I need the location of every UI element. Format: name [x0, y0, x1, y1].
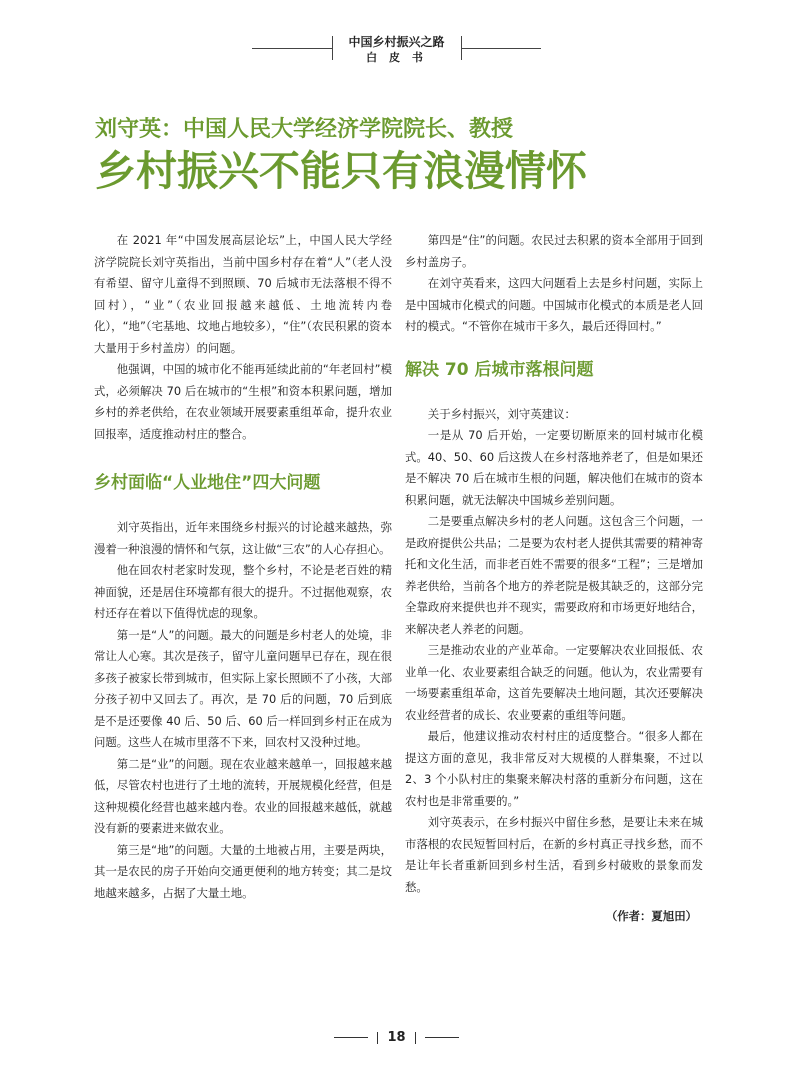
- page-number: 18: [387, 1030, 406, 1045]
- footer-tick-left: [377, 1032, 378, 1044]
- header-bar-left: [332, 36, 333, 60]
- footer-rule-left: [334, 1037, 368, 1038]
- article-headline: 乡村振兴不能只有浪漫情怀: [95, 147, 587, 195]
- footer-tick-right: [415, 1032, 416, 1044]
- page-footer: [0, 1030, 793, 1045]
- author-credit: （作者：夏旭田）: [605, 909, 697, 923]
- paragraph: 他强调，中国的城市化不能再延续此前的“年老回村”模式，必须解决 70 后在城市的“生根”和资本积累问题，增加乡村的养老供给，在农业领域开展要素重组革命，提升农业回报率，适度推动村庄的整合。: [94, 362, 392, 441]
- series-subtitle: 白 皮 书: [366, 51, 427, 64]
- page-header: [0, 34, 793, 66]
- paragraph: 刘守英指出，近年来围绕乡村振兴的讨论越来越热，弥漫着一种浪漫的情怀和气氛，这让做“三农”的人心存担心。: [94, 520, 392, 556]
- article-byline: 刘守英：中国人民大学经济学院院长、教授: [95, 117, 514, 142]
- paragraph: 三是推动农业的产业革命。一定要解决农业回报低、农业单一化、农业要素组合缺乏的问题。他认为，农业需要有一场要素重组革命，这首先要解决土地问题，其次还要解决农业经营者的成长、农业要素的重组等问题。: [405, 643, 703, 722]
- paragraph: 最后，他建议推动农村村庄的适度整合。“很多人都在提这方面的意见，我非常反对大规模的人群集聚，不过以 2、3 个小队村庄的集聚来解决村落的重新分布问题，这在农村也是非常重要的。”: [405, 729, 703, 808]
- footer-rule-right: [425, 1037, 459, 1038]
- paragraph: 一是从 70 后开始，一定要切断原来的回村城市化模式。40、50、60 后这拨人在乡村落地养老了，但是如果还是不解决 70 后在城市生根的问题，解决他们在城市的资本积累问题，就无法解决中国城乡差别问题。: [405, 428, 703, 507]
- paragraph: 在刘守英看来，这四大问题看上去是乡村问题，实际上是中国城市化模式的问题。中国城市化模式的本质是老人回村的模式。“不管你在城市干多久，最后还得回村。”: [405, 276, 703, 333]
- header-rule-right: [461, 48, 541, 49]
- paragraph: 第一是“人”的问题。最大的问题是乡村老人的处境，非常让人心寒。其次是孩子，留守儿童问题早已存在，现在很多孩子被家长带到城市，但实际上家长照顾不了小孩，大部分孩子初中又回去了。再次，是 70 后的问题，70 后到底是不是还要像 40 后、50 后、60 后一样回到乡村正在成为问题。这些人在城市里落不下来，回农村又没种过地。: [94, 627, 392, 749]
- paragraph: 二是要重点解决乡村的老人问题。这包含三个问题，一是政府提供公共品；二是要为农村老人提供其需要的精神寄托和文化生活，而非老百姓不需要的很多“工程”；三是增加养老供给，当前各个地方的养老院是极其缺乏的，这部分完全靠政府来提供也并不现实，需要政府和市场更好地结合，来解决老人养老的问题。: [405, 514, 703, 636]
- right-column: [405, 230, 703, 928]
- paragraph: 第二是“业”的问题。现在农业越来越单一，回报越来越低，尽管农村也进行了土地的流转，开展规模化经营，但是这种规模化经营也越来越内卷。农业的回报越来越低，就越没有新的要素进来做农业。: [94, 756, 392, 835]
- paragraph: 第三是“地”的问题。大量的土地被占用，主要是两块，其一是农民的房子开始向交通更便利的地方转变；其二是坟地越来越多，占据了大量土地。: [94, 842, 392, 900]
- header-rule-left: [252, 48, 332, 49]
- paragraph: 他在回农村老家时发现，整个乡村，不论是老百姓的精神面貌，还是居住环境都有很大的提升。不过据他观察，农村还存在着以下值得忧虑的现象。: [94, 563, 392, 620]
- left-column: [94, 230, 392, 904]
- paragraph: 刘守英表示，在乡村振兴中留住乡愁，是要让未来在城市落根的农民短暂回村后，在新的乡村真正寻找乡愁，而不是让年长者重新回到乡村生活，看到乡村破败的景象而发愁。: [405, 815, 703, 894]
- series-title: 中国乡村振兴之路: [348, 35, 445, 49]
- section-heading: 乡村面临“人业地住”四大问题: [94, 473, 321, 493]
- paragraph: 关于乡村振兴，刘守英建议：: [427, 406, 576, 421]
- paragraph: 第四是“住”的问题。农民过去积累的资本全部用于回到乡村盖房子。: [405, 233, 703, 269]
- paragraph: 在 2021 年“中国发展高层论坛”上，中国人民大学经济学院院长刘守英指出，当前中国乡村存在着“人”（老人没有希望、留守儿童得不到照顾、70 后城市无法落根不得不回村），“业”（农业回报越来越低、土地流转内卷化），“地”（宅基地、坟地占地较多），“住”（农民积累的资本大量用于乡村盖房）的问题。: [94, 233, 392, 355]
- section-heading: 解决 70 后城市落根问题: [405, 359, 594, 380]
